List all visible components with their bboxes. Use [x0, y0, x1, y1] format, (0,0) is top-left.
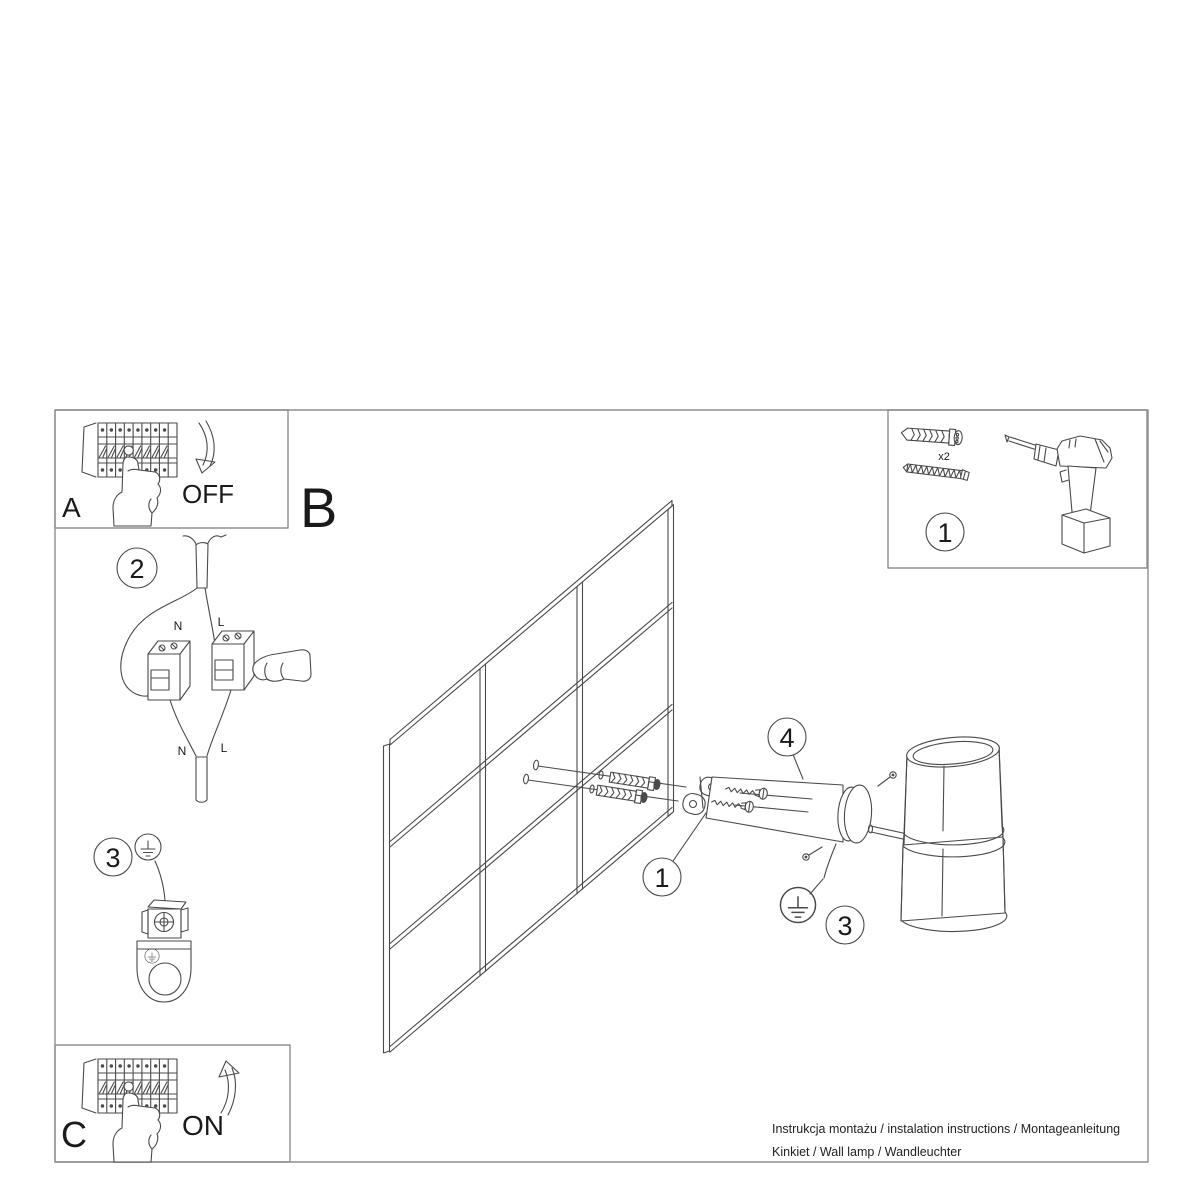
neutral-label-top: N — [173, 619, 183, 633]
earth-ground-icon — [780, 887, 815, 922]
cable-sheath-top — [196, 543, 208, 588]
lamp-assembly — [706, 734, 1007, 932]
off-label: OFF — [182, 479, 234, 509]
curved-arrow-up-icon — [219, 1061, 239, 1115]
circuit-breaker-panel-icon — [82, 1059, 177, 1162]
power-drill-icon — [1005, 435, 1112, 553]
neutral-label-bottom: N — [177, 744, 187, 758]
mounting-bracket-plate — [137, 941, 191, 1002]
footer-line-2: Kinkiet / Wall lamp / Wandleuchter — [772, 1145, 962, 1159]
footer-line-1: Instrukcja montażu / instalation instructions / Montageanleitung — [772, 1122, 1121, 1136]
step-number: 2 — [129, 554, 145, 584]
section-a-label: A — [62, 492, 81, 523]
screw-icon — [878, 772, 896, 786]
lamp-cylinder — [901, 734, 1007, 932]
section-c-label: C — [61, 1114, 87, 1155]
terminal-block-n — [148, 641, 190, 700]
step-badge-mount — [643, 858, 681, 896]
ground-screw-terminal — [142, 900, 188, 938]
step-number: 4 — [779, 723, 795, 753]
live-label-bottom: L — [220, 741, 228, 755]
wall-plug-icon — [901, 426, 963, 446]
circuit-breaker-panel-icon — [82, 423, 177, 526]
pointing-hand-icon — [113, 457, 161, 526]
step-number: 3 — [837, 911, 853, 941]
step-badge-canopy — [768, 718, 806, 756]
terminal-block-l — [212, 631, 254, 690]
pointing-hand-icon — [253, 650, 311, 681]
step-number: 1 — [654, 863, 670, 893]
screw-icon — [903, 463, 970, 481]
curved-arrow-down-icon — [196, 421, 215, 473]
earth-ground-icon — [135, 834, 161, 860]
screw-icon — [803, 847, 822, 860]
section-a-box — [55, 410, 288, 528]
ground-wire — [824, 844, 836, 878]
section-b-label: B — [300, 476, 338, 539]
ground-terminal-detail — [135, 834, 191, 1002]
leader-line-step4 — [792, 752, 803, 779]
step-number: 3 — [105, 843, 121, 873]
step-number: 1 — [937, 518, 953, 548]
cable-sheath-bottom — [196, 757, 207, 802]
plug-quantity-label: x2 — [938, 451, 950, 463]
step-badge-toolbox — [926, 513, 964, 551]
on-label: ON — [182, 1110, 224, 1141]
step-badge-ground-left — [94, 838, 132, 876]
section-c-box — [55, 1045, 290, 1162]
screw-icon — [533, 760, 686, 787]
mounting-hardware — [523, 760, 724, 817]
leader-line-ground — [810, 879, 823, 894]
step-badge-wiring — [117, 548, 157, 588]
step-badge-ground-main — [826, 906, 864, 944]
canopy-cone — [706, 777, 843, 842]
ground-wire — [155, 861, 165, 901]
leader-line-step1 — [673, 813, 706, 861]
live-label-top: L — [217, 615, 225, 629]
